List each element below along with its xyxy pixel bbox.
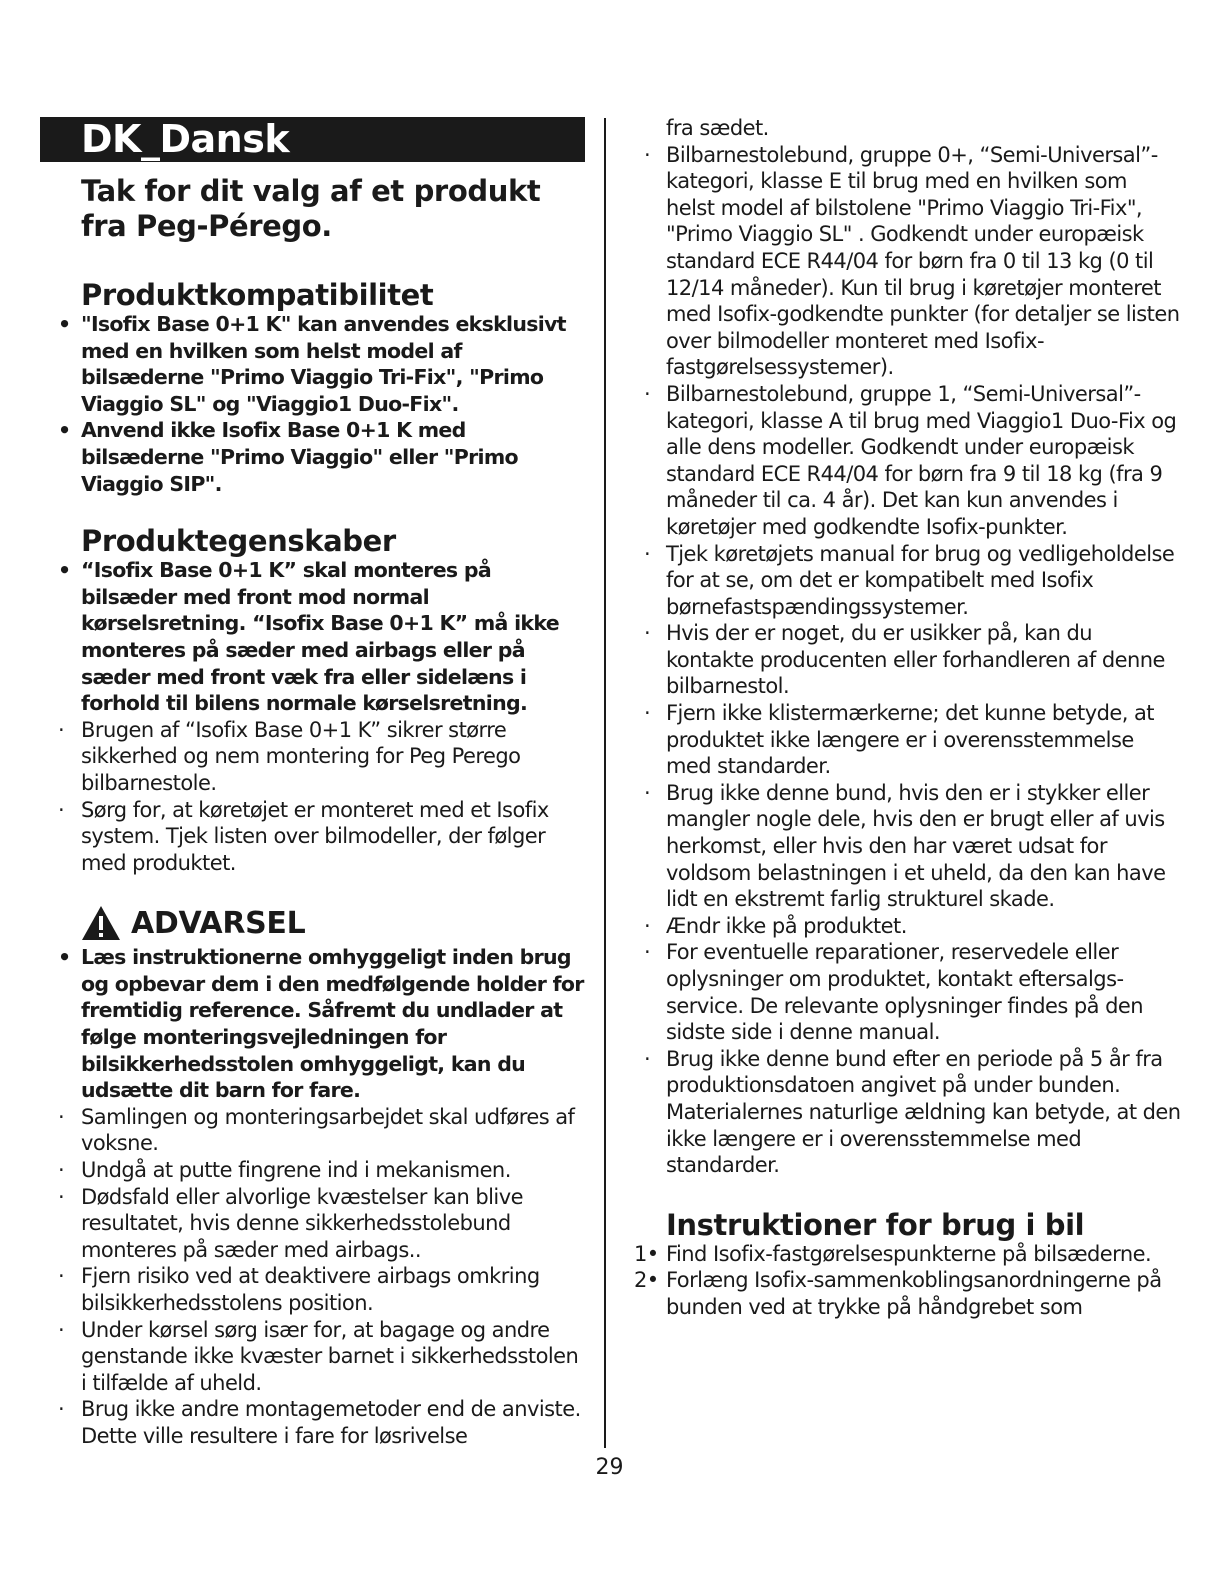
bullet: · xyxy=(644,780,651,805)
list-item xyxy=(40,1157,585,1184)
warning-list-continued xyxy=(636,142,1181,1179)
features-heading: Produktegenskaber xyxy=(81,524,396,559)
bullet: · xyxy=(644,541,651,566)
list-item-text: Brugen af “Isofix Base 0+1 K” sikrer større sikkerhed og nem montering for Peg Perego bilbarnestole. xyxy=(81,717,521,795)
bullet: · xyxy=(58,1184,65,1209)
list-item xyxy=(40,797,585,877)
list-item-text: Brug ikke denne bund efter en periode på 5 år fra produktionsdatoen angivet på under bunden. Materialernes naturlige ældning kan betyde, at den ikke længere er i overensstemmelse med standarder. xyxy=(666,1046,1181,1178)
list-item-text: Sørg for, at køretøjet er monteret med et Isofix system. Tjek listen over bilmodeller, der følger med produktet. xyxy=(81,797,549,875)
right-column xyxy=(636,115,1181,1321)
list-item-text: “Isofix Base 0+1 K” skal monteres på bilsæder med front mod normal kørselsretning. “Isofix Base 0+1 K” må ikke monteres på sæder med airbags eller på sæder med front væk fra eller sidelæns i forhold til bilens normale kørselsretning. xyxy=(81,558,559,716)
list-item-text: Tjek køretøjets manual for brug og vedligeholdelse for at se, om det er kompatibelt med Isofix børnefastspændingssystemer. xyxy=(666,541,1175,619)
intro-title xyxy=(81,174,585,244)
bullet: · xyxy=(58,1264,65,1289)
bullet: · xyxy=(644,142,651,167)
bullet: • xyxy=(58,312,71,336)
bullet: · xyxy=(58,1397,65,1422)
list-item xyxy=(40,1263,585,1316)
list-item xyxy=(636,700,1181,780)
continued-text: fra sædet. xyxy=(666,116,769,140)
bullet: · xyxy=(58,1158,65,1183)
bullet: · xyxy=(58,1317,65,1342)
list-item xyxy=(40,557,585,717)
list-item xyxy=(636,913,1181,940)
list-item xyxy=(40,1184,585,1264)
list-item-text: Fjern risiko ved at deaktivere airbags omkring bilsikkerhedsstolens position. xyxy=(81,1264,540,1315)
warning-heading-text: ADVARSEL xyxy=(131,905,306,941)
list-item xyxy=(636,780,1181,913)
bullet: · xyxy=(644,940,651,965)
list-item-text: Fjern ikke klistermærkerne; det kunne betyde, at produktet ikke længere er i overensstemmelse med standarder. xyxy=(666,701,1154,779)
bullet: · xyxy=(644,381,651,406)
list-item xyxy=(40,717,585,797)
step-item xyxy=(636,1267,1181,1320)
list-item-text: Samlingen og monteringsarbejdet skal udføres af voksne. xyxy=(81,1104,575,1156)
intro-title-line: fra Peg-Pérego. xyxy=(81,209,332,243)
list-item xyxy=(40,1104,585,1157)
bullet: · xyxy=(644,621,651,646)
left-column xyxy=(40,117,585,1450)
bullet: • xyxy=(58,945,71,970)
warning-list xyxy=(40,1104,585,1450)
step-number: 1• xyxy=(634,1241,659,1266)
list-item xyxy=(636,541,1181,621)
compatibility-list xyxy=(40,311,585,497)
list-item-text: Ændr ikke på produktet. xyxy=(666,913,907,938)
warning-heading xyxy=(81,902,585,944)
compatibility-heading: Produktkompatibilitet xyxy=(81,278,434,312)
bullet: · xyxy=(644,1046,651,1071)
step-item xyxy=(636,1241,1181,1268)
step-text: Forlæng Isofix-sammenkoblingsanordningerne på bunden ved at trykke på håndgrebet som xyxy=(666,1268,1162,1319)
warning-bold-list xyxy=(40,944,585,1104)
features-list xyxy=(40,717,585,877)
list-item-text: Brug ikke denne bund, hvis den er i stykker eller mangler nogle dele, hvis den er brugt eller af uvis herkomst, eller hvis den har været udsat for voldsom belastningen i et uheld, da den kan have lidt en ekstremt farlig strukturel skade. xyxy=(666,780,1166,912)
list-item xyxy=(636,620,1181,700)
list-item xyxy=(40,944,585,1104)
list-item xyxy=(636,381,1181,541)
list-item xyxy=(636,1046,1181,1179)
bullet: • xyxy=(58,418,71,443)
list-item-text: For eventuelle reparationer, reservedele eller oplysninger om produktet, kontakt eftersalgs-service. De relevante oplysninger findes på den sidste side i denne manual. xyxy=(666,940,1144,1045)
list-item xyxy=(40,1396,585,1449)
bullet: · xyxy=(58,1104,65,1129)
list-item-text: Hvis der er noget, du er usikker på, kan du kontakte producenten eller forhandleren af denne bilbarnestol. xyxy=(666,621,1165,699)
intro-title-line: Tak for dit valg af et produkt xyxy=(81,174,541,208)
list-item-text: Anvend ikke Isofix Base 0+1 K med bilsæderne "Primo Viaggio" eller "Primo Viaggio SIP". xyxy=(81,418,518,496)
list-item xyxy=(636,939,1181,1045)
step-number: 2• xyxy=(634,1268,659,1293)
bullet: · xyxy=(58,717,65,742)
step-text: Find Isofix-fastgørelsespunkterne på bilsæderne. xyxy=(666,1241,1152,1266)
list-item-text: Bilbarnestolebund, gruppe 0+, “Semi-Universal”-kategori, klasse E til brug med en hvilken som helst model af bilstolene "Primo Viaggio Tri-Fix", "Primo Viaggio SL" . Godkendt under europæisk standard ECE R44/04 for børn fra 0 til 13 kg (0 til 12/14 måneder). Kun til brug i køretøjer monteret med Isofix-godkendte punkter (for detaljer se listen over bilmodeller monteret med Isofix-fastgørelsessystemer). xyxy=(666,142,1180,380)
list-item-text: Undgå at putte fingrene ind i mekanismen. xyxy=(81,1158,511,1183)
list-item-text: Bilbarnestolebund, gruppe 1, “Semi-Universal”-kategori, klasse A til brug med Viaggio1 Duo-Fix og alle dens modeller. Godkendt under europæisk standard ECE R44/04 for børn fra 9 til 18 kg (fra 9 måneder til ca. 4 år). Det kan kun anvendes i køretøjer med godkendte Isofix-punkter. xyxy=(666,381,1177,539)
list-item-text: Under kørsel sørg især for, at bagage og andre genstande ikke kvæster barnet i sikkerhedsstolen i tilfælde af uheld. xyxy=(81,1317,579,1395)
list-item-text: Dødsfald eller alvorlige kvæstelser kan blive resultatet, hvis denne sikkerhedsstolebund monteres på sæder med airbags.. xyxy=(81,1184,523,1262)
list-item-text: Brug ikke andre montagemetoder end de anviste. Dette ville resultere i fare for løsrivelse xyxy=(81,1397,581,1448)
list-item xyxy=(40,311,585,417)
bullet: • xyxy=(58,558,71,583)
features-bold-list xyxy=(40,557,585,717)
list-item xyxy=(636,142,1181,381)
list-item-text: "Isofix Base 0+1 K" kan anvendes eksklusivt med en hvilken som helst model af bilsæderne "Primo Viaggio Tri-Fix", "Primo Viaggio SL" og "Viaggio1 Duo-Fix". xyxy=(81,312,566,416)
bullet: · xyxy=(58,797,65,822)
language-section-header: DK_Dansk xyxy=(40,117,585,162)
bullet: · xyxy=(644,701,651,726)
list-item xyxy=(40,417,585,497)
list-item-text: Læs instruktionerne omhyggeligt inden brug og opbevar dem i den medfølgende holder for fremtidig reference. Såfremt du undlader at følge monteringsvejledningen for bilsikkerhedsstolen omhyggeligt, kan du udsætte dit barn for fare. xyxy=(81,945,584,1103)
instructions-heading: Instruktioner for brug i bil xyxy=(666,1207,1085,1242)
instructions-steps xyxy=(636,1241,1181,1321)
list-item xyxy=(40,1317,585,1397)
bullet: · xyxy=(644,913,651,938)
warning-triangle-icon xyxy=(81,905,121,941)
page-number: 29 xyxy=(595,1455,624,1480)
column-divider xyxy=(604,118,606,1448)
